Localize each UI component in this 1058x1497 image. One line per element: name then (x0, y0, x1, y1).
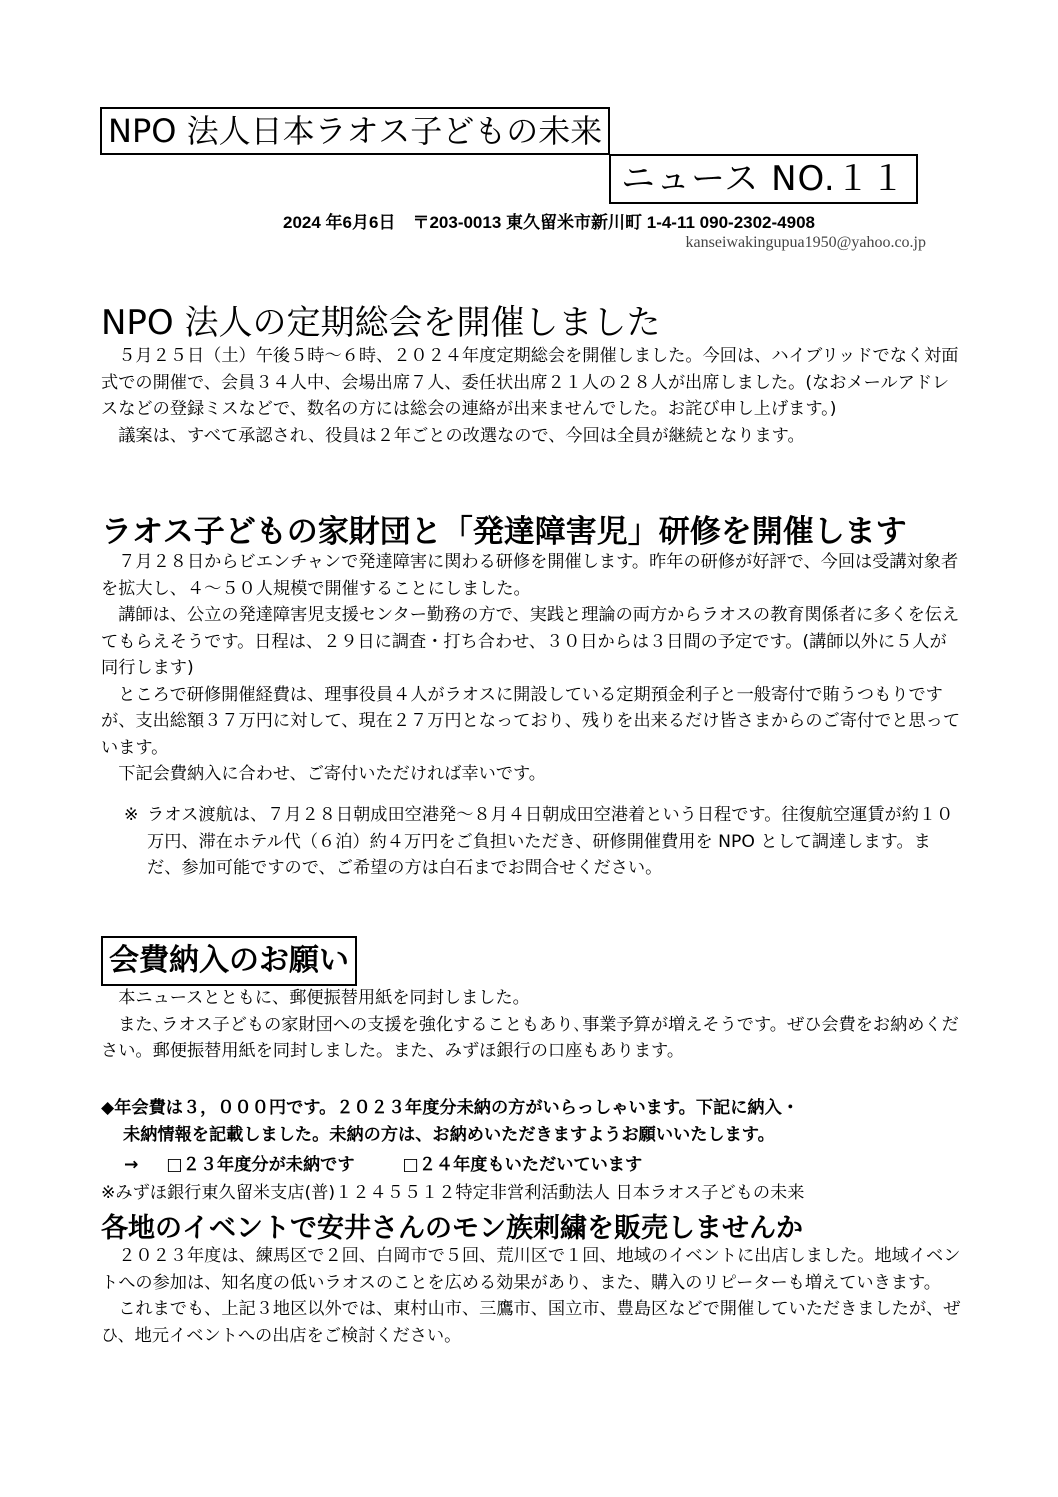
fee-heading: 会費納入のお願い (101, 936, 357, 986)
fee-body (101, 985, 961, 1065)
status-unpaid-checkbox: □２３年度分が未納です (166, 1155, 355, 1175)
fee-paragraph: また､ラオス子どもの家財団への支援を強化することもあり､事業予算が増えそうです。ぜひ会費をお納めください。郵便振替用紙を同封しました。また、みずほ銀行の口座もあります。 (101, 1014, 959, 1061)
meeting-body (101, 343, 961, 449)
fee-notice (101, 1095, 961, 1148)
fee-status-row (124, 1150, 642, 1175)
contact-line: 2024 年6月6日 〒203-0013 東久留米市新川町 1-4-11 090-2302-4908 (283, 213, 815, 232)
event-paragraph: ２０２３年度は、練馬区で２回、白岡市で５回、荒川区で１回、地域のイベントに出店しました。地域イベントへの参加は、知名度の低いラオスのことを広める効果があり、また、購入のリピーターも増えていきます。 (101, 1246, 961, 1293)
training-note (124, 802, 962, 882)
training-paragraph: ７月２８日からビエンチャンで発達障害に関わる研修を開催します。昨年の研修が好評で、今回は受講対象者を拡大し、４〜５０人規模で開催することにしました。 (101, 552, 959, 599)
note-mark: ※ (124, 805, 139, 825)
training-note-text: ラオス渡航は、７月２８日朝成田空港発〜８月４日朝成田空港着という日程です。往復航空運賃が約１０万円、滞在ホテル代（６泊）約４万円をご負担いただき、研修開催費用を NPO として調達します。まだ、参加可能ですので、ご希望の方は白石までお問合せください。 (147, 805, 954, 878)
training-heading: ラオス子どもの家財団と「発達障害児」研修を開催します (101, 514, 907, 550)
fee-notice-line: 未納情報を記載しました。未納の方は、お納めいただきますようお願いいたします。 (123, 1124, 775, 1145)
org-title: NPO 法人日本ラオス子どもの未来 (100, 107, 610, 155)
meeting-paragraph: ５月２５日（土）午後５時〜６時、２０２４年度定期総会を開催しました。今回は、ハイブリッドでなく対面式での開催で、会員３４人中、会場出席７人、委任状出席２１人の２８人が出席しました。(なおメールアドレスなどの登録ミスなどで、数名の方には総会の連絡が出来ませんでした。お詫び申し上げます。) (101, 346, 959, 419)
email-address: kanseiwakingupua1950@yahoo.co.jp (685, 234, 926, 251)
fee-paragraph: 本ニュースとともに、郵便振替用紙を同封しました。 (118, 988, 530, 1008)
event-body (101, 1243, 961, 1349)
event-paragraph: これまでも、上記３地区以外では、東村山市、三鷹市、国立市、豊島区などで開催していただきましたが、ぜひ、地元イベントへの出店をご検討ください。 (101, 1299, 961, 1346)
news-number: ニュース NO.１１ (609, 154, 918, 204)
meeting-paragraph: 議案は、すべて承認され、役員は２年ごとの改選なので、今回は全員が継続となります。 (118, 425, 805, 446)
training-paragraph: 講師は、公立の発達障害児支援センター勤務の方で、実践と理論の両方からラオスの教育関係者に多くを伝えてもらえそうです。日程は、２９日に調査・打ち合わせ、３０日からは３日間の予定です。(講師以外に５人が同行します) (101, 605, 960, 678)
meeting-heading: NPO 法人の定期総会を開催しました (101, 303, 661, 343)
training-paragraph: 下記会費納入に合わせ、ご寄付いただければ幸いです。 (118, 764, 546, 784)
fee-notice-line: ◆年会費は３，０００円です。２０２３年度分未納の方がいらっしゃいます。下記に納入・ (101, 1098, 799, 1118)
status-paid-checkbox: □２４年度もいただいています (402, 1155, 643, 1175)
event-heading: 各地のイベントで安井さんのモン族刺繍を販売しませんか (101, 1213, 803, 1244)
training-paragraph: ところで研修開催経費は、理事役員４人がラオスに開設している定期預金利子と一般寄付で賄うつもりですが、支出総額３７万円に対して、現在２７万円となっており、残りを出来るだけ皆さまからのご寄付でと思っています。 (101, 684, 961, 758)
bank-account: ※みずほ銀行東久留米支店(普)１２４５５１２特定非営利活動法人 日本ラオス子どもの未来 (101, 1183, 805, 1203)
arrow-icon: → (124, 1155, 139, 1175)
training-body (101, 549, 961, 788)
